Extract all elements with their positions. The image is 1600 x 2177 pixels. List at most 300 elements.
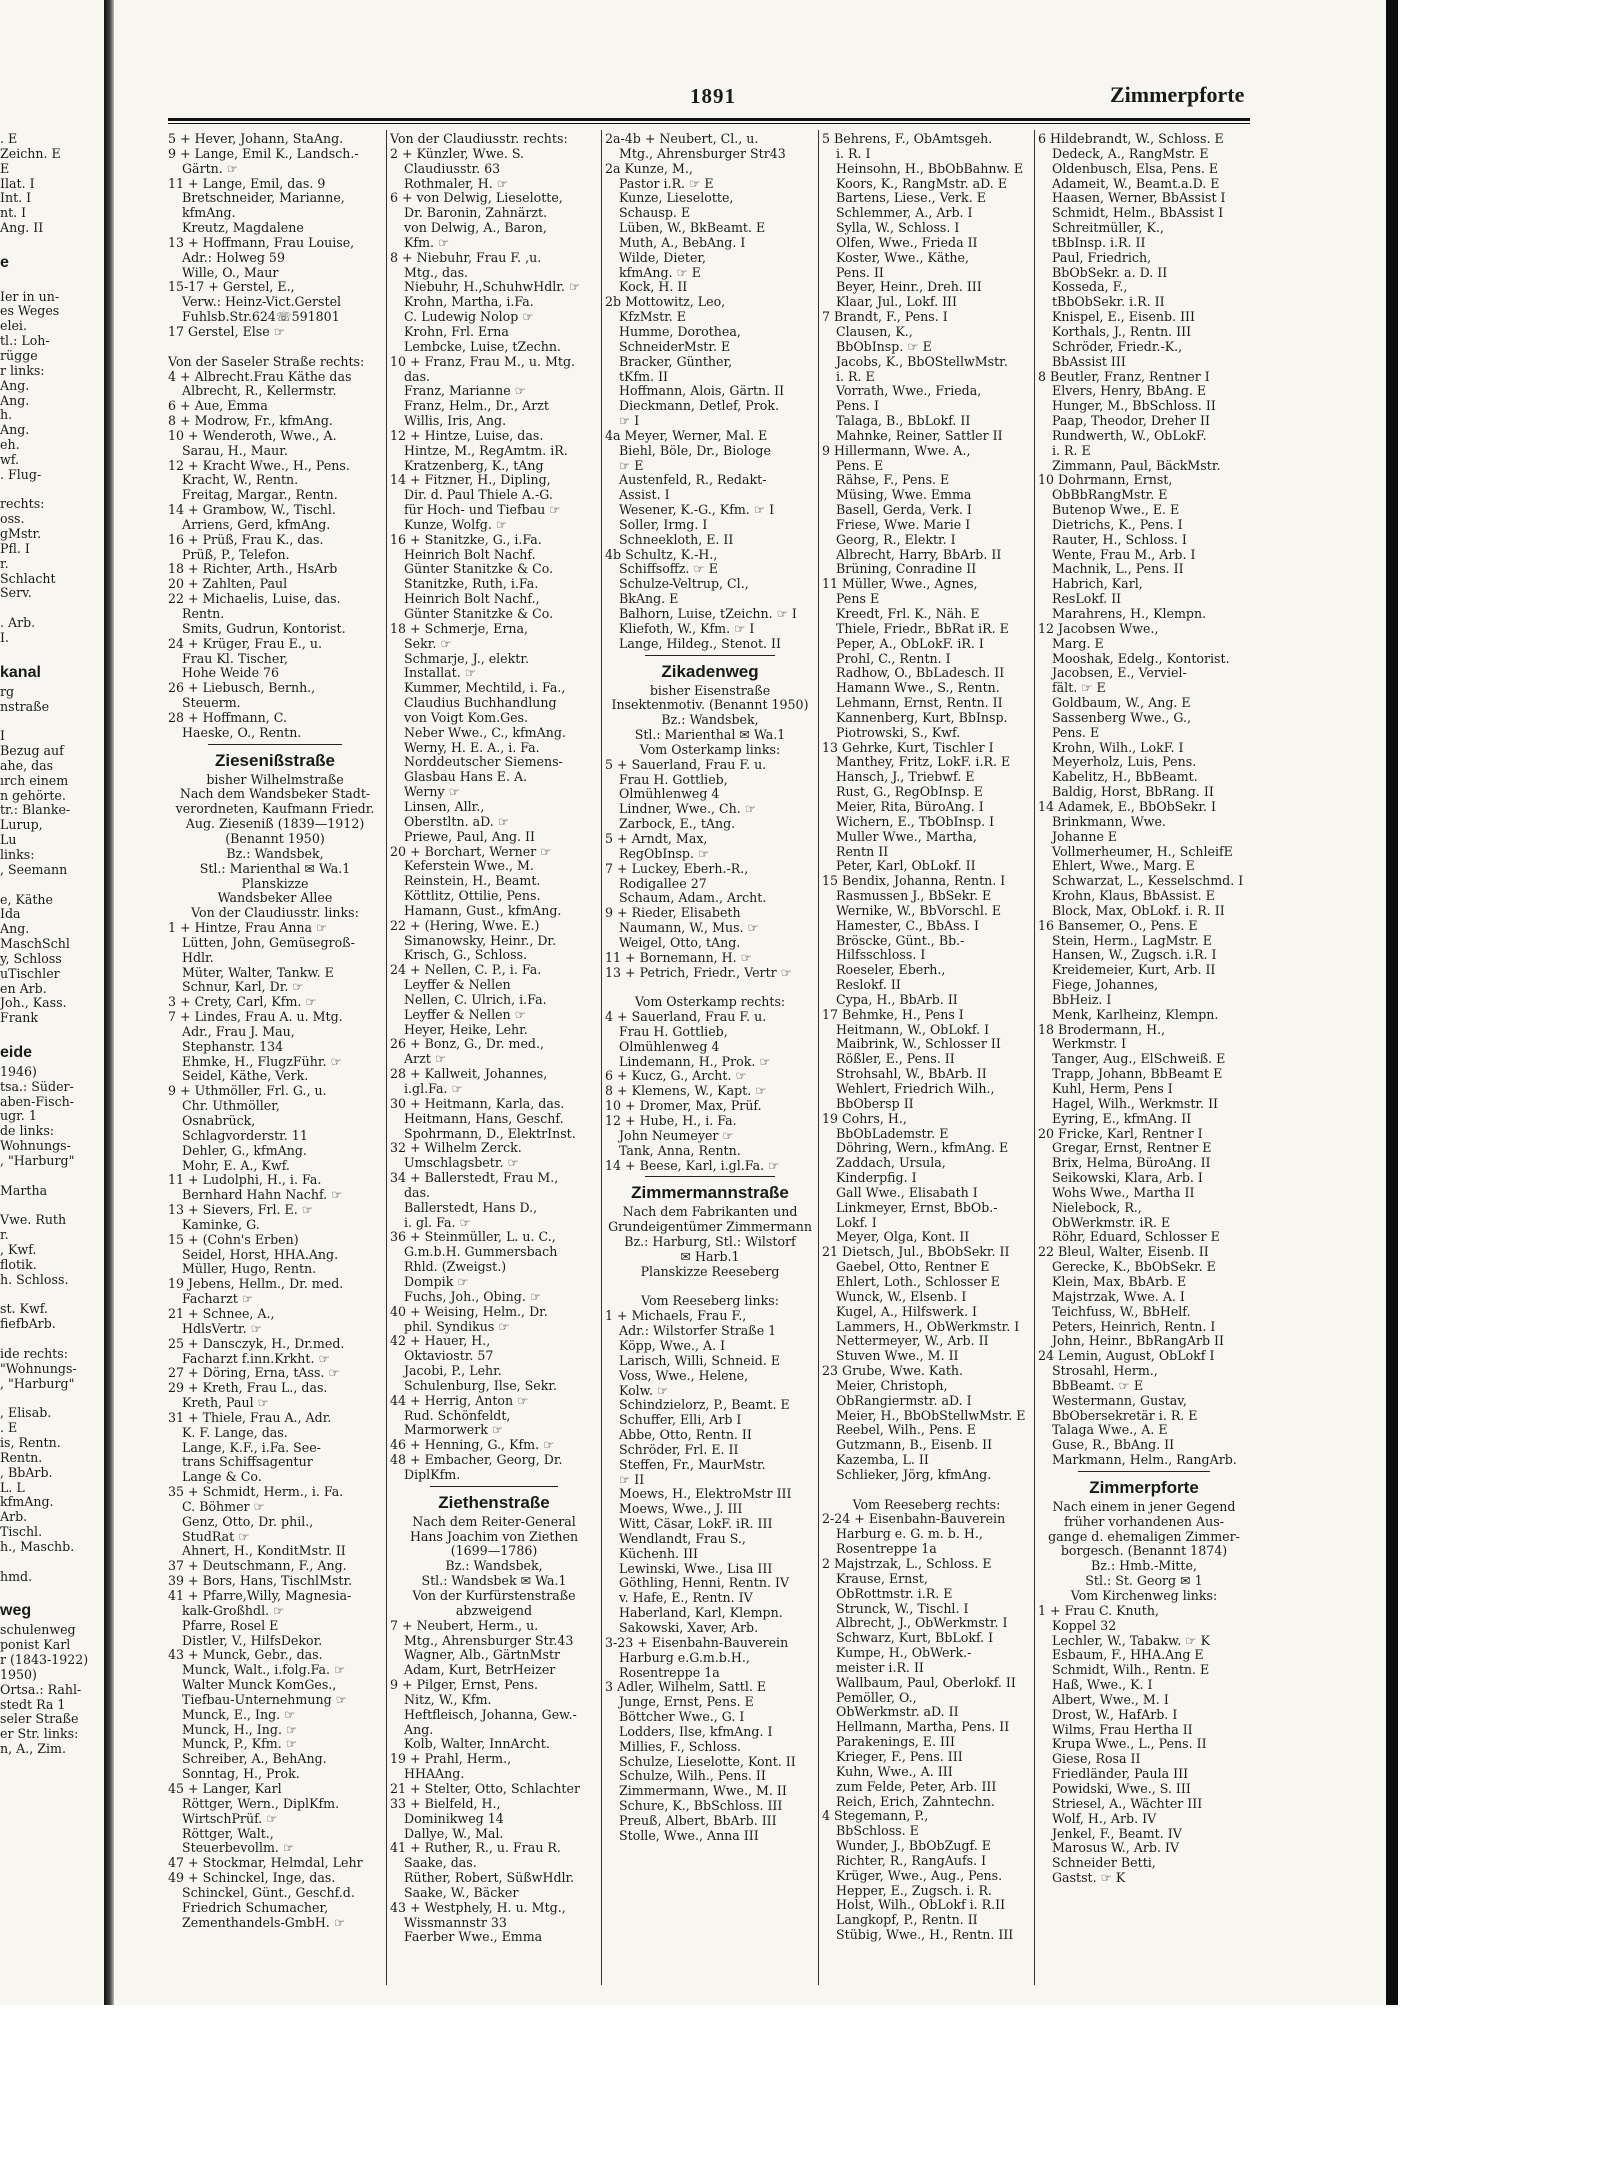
directory-entry: Meier, Rita, BüroAng. I bbox=[836, 799, 984, 814]
directory-entry: ObRangiermstr. aD. I bbox=[836, 1393, 972, 1408]
directory-entry: 20 Fricke, Karl, Rentner I bbox=[1038, 1126, 1203, 1141]
fragment-line: de links: bbox=[0, 1124, 55, 1139]
directory-entry: Voss, Wwe., Helene, bbox=[619, 1368, 749, 1383]
directory-entry: Kock, H. II bbox=[619, 280, 688, 295]
directory-entry: Priewe, Paul, Ang. II bbox=[404, 829, 535, 844]
directory-entry: Peper, A., ObLokF. iR. I bbox=[836, 636, 984, 651]
directory-entry: Baldig, Horst, BbRang. II bbox=[1052, 785, 1214, 800]
directory-entry: Gerecke, K., BbObSekr. E bbox=[1052, 1260, 1216, 1275]
directory-entry: Schuffer, Elli, Arb I bbox=[619, 1413, 742, 1428]
directory-entry: Paul, Friedrich, bbox=[1052, 250, 1152, 265]
directory-entry: 15 Bendix, Johanna, Rentn. I bbox=[822, 874, 1006, 889]
directory-entry: 14 + Grambow, W., Tischl. bbox=[168, 503, 336, 518]
fragment-line bbox=[0, 483, 100, 498]
directory-entry: kfmAng. ☞ E bbox=[619, 265, 701, 280]
directory-entry: ☞ I bbox=[619, 414, 640, 429]
directory-entry: Adr.: Holweg 59 bbox=[182, 250, 285, 265]
directory-entry: 9 + Pilger, Ernst, Pens. bbox=[390, 1678, 539, 1693]
directory-entry: Krohn, Frl. Erna bbox=[404, 324, 509, 339]
directory-entry: Wunck, W., Elsenb. I bbox=[836, 1289, 967, 1304]
directory-entry: 5 + Arndt, Max, bbox=[605, 831, 708, 846]
directory-entry: Gall Wwe., Elisabath I bbox=[836, 1185, 978, 1200]
directory-entry: 27 + Döring, Erna, tAss. ☞ bbox=[168, 1366, 340, 1381]
directory-entry: BbObersekretär i. R. E bbox=[1052, 1408, 1198, 1423]
directory-entry: v. Hafe, E., Rentn. IV bbox=[619, 1591, 753, 1606]
fragment-line: tsa.: Süder- bbox=[0, 1079, 74, 1094]
street-note: Stl.: Marienthal ✉ Wa.1 bbox=[199, 861, 351, 876]
directory-entry: Striesel, A., Wächter III bbox=[1052, 1796, 1203, 1811]
directory-entry: Rud. Schönfeldt, bbox=[404, 1408, 511, 1423]
directory-entry: 5 Behrens, F., ObAmtsgeh. bbox=[822, 132, 993, 146]
directory-entry: Schnur, Karl, Dr. ☞ bbox=[182, 980, 304, 995]
directory-entry: Lindner, Wwe., Ch. ☞ bbox=[619, 802, 756, 817]
directory-entry: Thiele, Friedr., BbRat iR. E bbox=[836, 621, 1009, 636]
page-number: 1891 bbox=[690, 84, 736, 108]
fragment-line: h. Schloss. bbox=[0, 1272, 69, 1287]
fragment-line: ırch einem bbox=[0, 773, 69, 788]
directory-entry: 13 Gehrke, Kurt, Tischler I bbox=[822, 740, 994, 755]
directory-entry: Schulenburg, Ilse, Sekr. bbox=[404, 1378, 558, 1393]
fragment-line: I. bbox=[0, 631, 9, 645]
directory-entry: 42 + Hauer, H., bbox=[390, 1334, 491, 1349]
directory-entry: Wagner, Alb., GärtnMstr bbox=[404, 1648, 561, 1663]
directory-entry: Wente, Frau M., Arb. I bbox=[1052, 547, 1196, 562]
directory-entry: Adameit, W., Beamt.a.D. E bbox=[1052, 176, 1220, 191]
directory-entry: Schröder, Frl. E. II bbox=[619, 1442, 739, 1457]
directory-entry: Wille, O., Maur bbox=[182, 265, 279, 280]
section-rule bbox=[1078, 1471, 1210, 1472]
street-note: gange d. ehemaligen Zimmer- bbox=[1048, 1529, 1240, 1544]
street-note: bisher Eisenstraße bbox=[649, 683, 771, 698]
directory-entry: 8 + Klemens, W., Kapt. ☞ bbox=[605, 1084, 767, 1099]
directory-entry: Adam, Kurt, BetrHeizer bbox=[404, 1663, 556, 1678]
directory-entry: Ölmühlenweg 4 bbox=[619, 1039, 720, 1054]
directory-entry: Hdlr. bbox=[182, 950, 214, 965]
directory-entry: Kosseda, F., bbox=[1052, 280, 1128, 295]
directory-entry bbox=[168, 340, 382, 355]
directory-entry: Strunck, W., Tischl. I bbox=[836, 1601, 969, 1616]
directory-entry: Stolle, Wwe., Anna III bbox=[619, 1828, 759, 1843]
directory-entry: 37 + Deutschmann, F., Ang. bbox=[168, 1559, 347, 1574]
directory-entry: Wilde, Dieter, bbox=[619, 250, 707, 265]
directory-entry: Kuhl, Herm, Pens I bbox=[1052, 1082, 1173, 1096]
directory-entry: i. R. E bbox=[836, 369, 875, 384]
street-note: (1699—1786) bbox=[450, 1544, 538, 1559]
directory-entry: 7 Brandt, F., Pens. I bbox=[822, 310, 948, 325]
fragment-line: MaschSchl bbox=[0, 937, 70, 952]
fragment-line: hmd. bbox=[0, 1569, 33, 1584]
directory-entry: Soller, Irmg. I bbox=[619, 517, 708, 532]
directory-entry: Krupa Wwe., L., Pens. II bbox=[1052, 1737, 1207, 1752]
directory-entry: Krause, Ernst, bbox=[836, 1571, 928, 1586]
directory-entry: Wilms, Frau Hertha II bbox=[1052, 1722, 1193, 1737]
directory-entry: 10 + Franz, Frau M., u. Mtg. bbox=[390, 354, 576, 369]
directory-entry: 4 Stegemann, P., bbox=[822, 1809, 929, 1824]
directory-entry: 14 Adamek, E., BbObSekr. I bbox=[1038, 799, 1216, 814]
directory-entry: Frau Kl. Tischer, bbox=[182, 651, 288, 666]
directory-entry: Dallye, W., Mal. bbox=[404, 1826, 504, 1841]
directory-entry: Olfen, Wwe., Frieda II bbox=[836, 235, 978, 250]
scan-border bbox=[1386, 0, 1600, 2005]
fragment-line: nstraße bbox=[0, 699, 50, 714]
fragment-line: Ang. bbox=[0, 423, 30, 438]
fragment-line: elei. bbox=[0, 319, 27, 334]
directory-entry: Zaddach, Ursula, bbox=[836, 1156, 946, 1171]
directory-entry: Klaar, Jul., Lokf. III bbox=[836, 295, 958, 310]
directory-entry: Dir. d. Paul Thiele A.-G. bbox=[404, 488, 553, 503]
directory-entry: Distler, V., HilfsDekor. bbox=[182, 1633, 323, 1648]
directory-entry: i. gl. Fa. ☞ bbox=[404, 1215, 471, 1230]
directory-entry: Steuerbevollm. ☞ bbox=[182, 1841, 295, 1856]
directory-entry: Dehler, G., kfmAng. bbox=[182, 1143, 307, 1158]
fragment-line: . E bbox=[0, 132, 18, 146]
fragment-line: oss. bbox=[0, 512, 25, 527]
directory-entry: kfmAng. bbox=[182, 206, 236, 221]
directory-entry: Sekr. ☞ bbox=[404, 636, 452, 651]
directory-entry: 4 + Albrecht.Frau Käthe das bbox=[168, 369, 352, 384]
directory-entry: 22 + Michaelis, Luise, das. bbox=[168, 592, 341, 607]
fragment-line: 1950) bbox=[0, 1667, 37, 1682]
directory-entry: Cypa, H., BbArb. II bbox=[836, 992, 958, 1007]
directory-entry: Hagel, Wilh., Werkmstr. II bbox=[1052, 1096, 1219, 1111]
directory-entry: 11 + Bornemann, H. ☞ bbox=[605, 950, 752, 965]
fragment-line: Ang. II bbox=[0, 221, 44, 236]
directory-entry: Eyring, E., kfmAng. II bbox=[1052, 1111, 1192, 1126]
fragment-line: tl.: Loh- bbox=[0, 334, 50, 349]
header-rule-thin bbox=[168, 123, 1250, 124]
directory-entry: 14 + Beese, Karl, i.gl.Fa. ☞ bbox=[605, 1158, 780, 1173]
directory-entry: 12 + Hintze, Luise, das. bbox=[390, 428, 544, 443]
directory-entry: 20 + Borchart, Werner ☞ bbox=[390, 844, 552, 859]
directory-entry: Sassenberg Wwe., G., bbox=[1052, 710, 1192, 725]
fragment-line: Frank bbox=[0, 1011, 39, 1026]
directory-column-5 bbox=[1038, 132, 1250, 1992]
directory-entry: 2 Majstrzak, L., Schloss. E bbox=[822, 1557, 992, 1571]
directory-entry: BbHeiz. I bbox=[1052, 992, 1112, 1007]
directory-entry: Strohsahl, W., BbArb. II bbox=[836, 1067, 987, 1082]
directory-entry: Umschlagsbetr. ☞ bbox=[404, 1156, 519, 1171]
directory-entry: Jenkel, F., Beamt. IV bbox=[1052, 1826, 1182, 1841]
directory-entry: 6 + von Delwig, Lieselotte, bbox=[390, 191, 563, 206]
directory-entry: Dr. Baronin, Zahnärzt. bbox=[404, 206, 548, 221]
directory-entry: Kugel, A., Hilfswerk. I bbox=[836, 1304, 977, 1319]
directory-entry: Norddeutscher Siemens- bbox=[404, 755, 563, 770]
fragment-line: . Arb. bbox=[0, 616, 36, 631]
directory-entry: Pfarre, Rosel E bbox=[182, 1618, 279, 1633]
directory-entry: 39 + Bors, Hans, TischlMstr. bbox=[168, 1574, 353, 1589]
directory-entry: 44 + Herrig, Anton ☞ bbox=[390, 1393, 529, 1408]
directory-entry: Rasmussen J., BbSekr. E bbox=[836, 889, 992, 904]
section-rule bbox=[645, 655, 775, 656]
directory-entry: 12 + Kracht Wwe., H., Pens. bbox=[168, 458, 350, 473]
directory-entry: Gärtn. ☞ bbox=[182, 161, 239, 176]
directory-entry: ObWerkmstr. aD. II bbox=[836, 1705, 959, 1720]
directory-entry: Schwarzat, L., Kesselschmd. I bbox=[1052, 874, 1244, 889]
directory-entry: Friedrich Schumacher, bbox=[182, 1900, 329, 1915]
directory-entry: 43 + Westphely, H. u. Mtg., bbox=[390, 1900, 566, 1915]
directory-entry: Guse, R., BbAng. II bbox=[1052, 1438, 1175, 1453]
directory-entry: BbObLademstr. E bbox=[836, 1126, 949, 1141]
fragment-line: rg bbox=[0, 684, 15, 699]
directory-entry: HdlsVertr. ☞ bbox=[182, 1321, 262, 1336]
directory-entry: Müter, Walter, Tankw. E bbox=[182, 965, 334, 980]
directory-entry: Prüß, P., Telefon. bbox=[182, 547, 290, 562]
directory-entry: 18 Brodermann, H., bbox=[1038, 1022, 1166, 1037]
directory-entry: Larisch, Willi, Schneid. E bbox=[619, 1353, 781, 1368]
directory-entry: Schmidt, Helm., BbAssist I bbox=[1052, 206, 1224, 221]
fragment-line: h., Maschb. bbox=[0, 1539, 75, 1554]
fragment-line: Martha bbox=[0, 1183, 48, 1198]
directory-entry: Hansch, J., Triebwf. E bbox=[836, 770, 975, 785]
directory-entry: Günter Stanitzke & Co. bbox=[404, 607, 554, 621]
directory-entry: Reebel, Wilh., Pens. E bbox=[836, 1423, 976, 1438]
directory-entry: 29 + Kreth, Frau L., das. bbox=[168, 1381, 328, 1396]
fragment-line: "Wohnungs- bbox=[0, 1361, 77, 1376]
directory-entry: Böttcher Wwe., G. I bbox=[619, 1710, 745, 1725]
directory-entry: Munck, P., Kfm. ☞ bbox=[182, 1737, 298, 1752]
directory-entry: Kumpe, H., ObWerk.- bbox=[836, 1646, 972, 1661]
directory-entry: 46 + Henning, G., Kfm. ☞ bbox=[390, 1438, 555, 1453]
directory-entry: Seidel, Horst, HHA.Ang. bbox=[182, 1247, 339, 1262]
directory-entry: 11 + Ludolphi, H., i. Fa. bbox=[168, 1173, 322, 1188]
directory-entry: 8 Beutler, Franz, Rentner I bbox=[1038, 369, 1210, 384]
fragment-line: rechts: bbox=[0, 497, 45, 512]
directory-entry: 33 + Bielfeld, H., bbox=[390, 1796, 501, 1811]
fragment-line: , "Harburg" bbox=[0, 1376, 75, 1391]
directory-entry: Köttlitz, Ottilie, Pens. bbox=[404, 889, 541, 904]
directory-entry: Bracker, Günther, bbox=[619, 354, 733, 369]
directory-entry: Döhring, Wern., kfmAng. E bbox=[836, 1141, 1009, 1156]
fragment-line: fiefbArb. bbox=[0, 1317, 56, 1332]
directory-entry: zum Felde, Peter, Arb. III bbox=[836, 1779, 997, 1794]
column-divider bbox=[601, 130, 602, 1985]
directory-entry: Maibrink, W., Schlosser II bbox=[836, 1037, 1001, 1052]
directory-entry: 13 + Hoffmann, Frau Louise, bbox=[168, 235, 355, 250]
directory-entry: Menk, Karlheinz, Klempn. bbox=[1052, 1007, 1219, 1022]
directory-entry: BbObSekr. a. D. II bbox=[1052, 265, 1168, 280]
directory-entry: Lewinski, Wwe., Lisa III bbox=[619, 1561, 773, 1576]
directory-entry: Schinckel, Günt., Geschf.d. bbox=[182, 1885, 355, 1900]
directory-entry: Pastor i.R. ☞ E bbox=[619, 176, 714, 191]
fragment-line: y, Schloss bbox=[0, 951, 62, 966]
directory-entry: Hoffmann, Alois, Gärtn. II bbox=[619, 384, 785, 399]
fragment-line: Ier in un- bbox=[0, 289, 60, 304]
directory-entry: 2a-4b + Neubert, Cl., u. bbox=[605, 132, 759, 146]
directory-entry: 10 + Wenderoth, Wwe., A. bbox=[168, 428, 337, 443]
directory-column-1 bbox=[168, 132, 382, 1992]
directory-entry: Werkmstr. I bbox=[1052, 1037, 1127, 1052]
directory-entry: Talaga, B., BbLokf. II bbox=[836, 414, 971, 429]
directory-entry: Oldenbusch, Elsa, Pens. E bbox=[1052, 161, 1219, 176]
fragment-line: stedt Ra 1 bbox=[0, 1697, 66, 1712]
previous-page-fragment bbox=[0, 132, 100, 1992]
directory-entry: Heyer, Heike, Lehr. bbox=[404, 1022, 528, 1037]
street-note: Bz.: Wandsbek, bbox=[226, 846, 324, 861]
directory-entry: C. Böhmer ☞ bbox=[182, 1499, 265, 1514]
directory-entry: Röttger, Walt., bbox=[182, 1826, 274, 1841]
directory-entry: Richter, R., RangAufs. I bbox=[836, 1853, 987, 1868]
directory-entry: Moews, Wwe., J. III bbox=[619, 1502, 743, 1517]
directory-entry: Zimmann, Paul, BäckMstr. bbox=[1052, 458, 1221, 473]
directory-entry: 16 Bansemer, O., Pens. E bbox=[1038, 918, 1198, 933]
page-gutter bbox=[104, 0, 114, 2005]
directory-entry: Brüning, Conradine II bbox=[836, 562, 977, 577]
directory-entry: 10 Dohrmann, Ernst, bbox=[1038, 473, 1173, 488]
directory-entry: Kolw. ☞ bbox=[619, 1383, 669, 1398]
fragment-line: 1946) bbox=[0, 1064, 37, 1079]
directory-entry: 11 Müller, Wwe., Agnes, bbox=[822, 577, 978, 592]
directory-entry: Krieger, F., Pens. III bbox=[836, 1749, 963, 1764]
directory-entry: Wesener, K.-G., Kfm. ☞ I bbox=[619, 503, 775, 518]
directory-entry: 2 + Künzler, Wwe. S. bbox=[390, 146, 525, 161]
directory-entry: Rust, G., RegObInsp. E bbox=[836, 785, 983, 800]
directory-entry: Schindzielorz, P., Beamt. E bbox=[619, 1398, 790, 1413]
directory-entry: Wissmannstr 33 bbox=[404, 1915, 507, 1930]
directory-entry: 9 Hillermann, Wwe. A., bbox=[822, 443, 971, 458]
directory-entry: Spohrmann, D., ElektrInst. bbox=[404, 1126, 576, 1141]
directory-entry: Heitmann, Hans, Geschf. bbox=[404, 1111, 564, 1126]
directory-entry: Kolb, Walter, InnArcht. bbox=[404, 1737, 550, 1752]
directory-entry: Stübig, Wwe., H., Rentn. III bbox=[836, 1928, 1014, 1943]
directory-entry: Bartens, Liese., Verk. E bbox=[836, 191, 986, 206]
fragment-line bbox=[0, 1199, 100, 1214]
directory-entry: Kunze, Wolfg. ☞ bbox=[404, 517, 508, 532]
directory-entry: Rundwerth, W., ObLokF. bbox=[1052, 428, 1207, 443]
directory-entry: Lange, Hildeg., Stenot. II bbox=[619, 636, 781, 651]
directory-entry: Muth, A., BebAng. I bbox=[619, 235, 746, 250]
fragment-line: Rentn. bbox=[0, 1450, 43, 1465]
directory-entry: Lehmann, Ernst, Rentn. II bbox=[836, 696, 1003, 711]
directory-entry: 1 + Hintze, Frau Anna ☞ bbox=[168, 921, 328, 936]
directory-entry: Steuerm. bbox=[182, 696, 241, 711]
directory-entry: Humme, Dorothea, bbox=[619, 324, 741, 339]
directory-entry: Witt, Cäsar, LokF. iR. III bbox=[619, 1517, 773, 1532]
directory-entry: Rentn II bbox=[836, 844, 889, 859]
directory-entry: Göthling, Henni, Rentn. IV bbox=[619, 1576, 790, 1591]
directory-entry: 24 Lemin, August, ObLokf I bbox=[1038, 1349, 1215, 1364]
directory-entry: Munck, H., Ing. ☞ bbox=[182, 1722, 298, 1737]
fragment-line: en Arb. bbox=[0, 981, 47, 996]
directory-entry: Ang. bbox=[404, 1722, 434, 1737]
fragment-line: Schlacht bbox=[0, 571, 56, 586]
directory-entry: phil. Syndikus ☞ bbox=[404, 1319, 510, 1334]
directory-entry: Hunger, M., BbSchloss. II bbox=[1052, 399, 1216, 414]
directory-entry: Küchenh. III bbox=[619, 1546, 699, 1561]
directory-entry: Biehl, Böle, Dr., Biologe bbox=[619, 443, 771, 458]
street-note: Bz.: Wandsbek, bbox=[661, 713, 759, 728]
directory-entry: 7 + Luckey, Eberh.-R., bbox=[605, 861, 749, 876]
directory-entry: 23 Grube, Wwe. Kath. bbox=[822, 1364, 964, 1379]
directory-entry: Rähse, F., Pens. E bbox=[836, 473, 950, 488]
fragment-line: Ilat. I bbox=[0, 176, 35, 191]
fragment-line: Lu bbox=[0, 833, 17, 848]
directory-entry: 2a Kunze, M., bbox=[605, 161, 693, 176]
directory-entry: Werny ☞ bbox=[404, 785, 460, 800]
column-divider bbox=[1034, 130, 1035, 1985]
fragment-line: kfmAng. bbox=[0, 1495, 54, 1510]
directory-entry: C. Ludewig Nolop ☞ bbox=[404, 310, 534, 325]
directory-entry: Claudiusstr. 63 bbox=[404, 161, 501, 176]
fragment-line: Ang. bbox=[0, 378, 30, 393]
directory-entry bbox=[605, 980, 815, 995]
directory-entry: Marosus W., Arb. IV bbox=[1052, 1841, 1180, 1856]
directory-entry: Rodigallee 27 bbox=[619, 876, 707, 891]
fragment-line: uTischler bbox=[0, 966, 60, 981]
directory-entry: Bretschneider, Marianne, bbox=[182, 191, 345, 206]
street-note: Planskizze bbox=[241, 876, 309, 891]
directory-entry: BbObersp II bbox=[836, 1096, 914, 1111]
directory-entry: Krisch, G., Schloss. bbox=[404, 948, 528, 963]
directory-entry: Vorrath, Wwe., Frieda, bbox=[836, 384, 982, 399]
street-note: Vom Reeseberg rechts: bbox=[852, 1497, 1001, 1512]
directory-entry: 15-17 + Gerstel, E., bbox=[168, 280, 295, 295]
street-note: ✉ Harb.1 bbox=[680, 1249, 740, 1264]
directory-entry: Faerber Wwe., Emma bbox=[404, 1930, 543, 1945]
directory-entry: SchneiderMstr. E bbox=[619, 339, 731, 354]
directory-entry: Stephanstr. 134 bbox=[182, 1039, 284, 1054]
directory-entry: Mtg., Ahrensburger Str43 bbox=[619, 146, 786, 161]
fragment-line: , Elisab. bbox=[0, 1406, 52, 1421]
fragment-line: Arb. bbox=[0, 1510, 28, 1525]
directory-entry: Butenop Wwe., E. E bbox=[1052, 503, 1180, 518]
directory-entry: Leyffer & Nellen ☞ bbox=[404, 1007, 526, 1022]
fragment-line: E bbox=[0, 161, 10, 176]
fragment-line: weg bbox=[0, 1602, 32, 1620]
directory-entry: Giese, Rosa II bbox=[1052, 1752, 1141, 1767]
street-note: Nach dem Reiter-General bbox=[412, 1514, 576, 1529]
directory-entry: Meyer, Olga, Kont. II bbox=[836, 1230, 970, 1245]
directory-entry: John Neumeyer ☞ bbox=[619, 1128, 734, 1143]
fragment-line: Lurup, bbox=[0, 818, 43, 833]
directory-entry: 12 Jacobsen Wwe., bbox=[1038, 621, 1159, 636]
directory-entry: Kratzenberg, K., tAng bbox=[404, 458, 544, 473]
directory-entry: Roeseler, Eberh., bbox=[836, 963, 946, 978]
street-note: Wandsbeker Allee bbox=[217, 891, 333, 906]
fragment-line: gMstr. bbox=[0, 527, 42, 542]
directory-entry: Wehlert, Friedrich Wilh., bbox=[836, 1082, 995, 1096]
directory-entry: Koster, Wwe., Käthe, bbox=[836, 250, 970, 265]
directory-entry: Osnabrück, bbox=[182, 1114, 256, 1128]
directory-entry: Verw.: Heinz-Vict.Gerstel bbox=[182, 295, 342, 310]
fragment-line: r (1843-1922) bbox=[0, 1653, 89, 1667]
directory-entry: Goldbaum, W., Ang. E bbox=[1052, 696, 1191, 711]
directory-entry: Nellen, C. Ulrich, i.Fa. bbox=[404, 992, 547, 1007]
directory-entry: 34 + Ballerstedt, Frau M., bbox=[390, 1171, 559, 1186]
directory-entry: Franz, Helm., Dr., Arzt bbox=[404, 399, 549, 414]
directory-entry: 17 Gerstel, Else ☞ bbox=[168, 324, 286, 339]
directory-entry: Fiege, Johannes, bbox=[1052, 978, 1159, 993]
directory-entry: 19 Jebens, Hellm., Dr. med. bbox=[168, 1277, 344, 1292]
street-note: Nach einem in jener Gegend bbox=[1052, 1499, 1236, 1514]
directory-entry: Heinrich Bolt Nachf., bbox=[404, 592, 540, 607]
directory-entry bbox=[822, 1483, 1031, 1498]
directory-entry: 1 + Frau C. Knuth, bbox=[1038, 1603, 1159, 1618]
directory-entry: 45 + Langer, Karl bbox=[168, 1781, 282, 1796]
directory-entry: 5 + Sauerland, Frau F. u. bbox=[605, 757, 767, 772]
directory-entry: Lindemann, H., Prok. ☞ bbox=[619, 1054, 771, 1069]
directory-entry: Arriens, Gerd, kfmAng. bbox=[182, 517, 331, 532]
section-rule bbox=[208, 744, 342, 745]
street-note: Von der Claudiusstr. links: bbox=[191, 906, 359, 921]
directory-entry: Kaminke, G. bbox=[182, 1217, 260, 1232]
directory-entry: Ehlert, Wwe., Marg. E bbox=[1052, 859, 1195, 874]
fragment-line: e bbox=[0, 253, 9, 271]
directory-entry: Vollmerheumer, H., SchleifE bbox=[1052, 844, 1233, 859]
fragment-line: flotik. bbox=[0, 1257, 37, 1272]
directory-entry: fält. ☞ E bbox=[1052, 681, 1106, 696]
directory-entry: Köpp, Wwe., A. I bbox=[619, 1338, 726, 1353]
directory-entry: Lokf. I bbox=[836, 1215, 877, 1230]
